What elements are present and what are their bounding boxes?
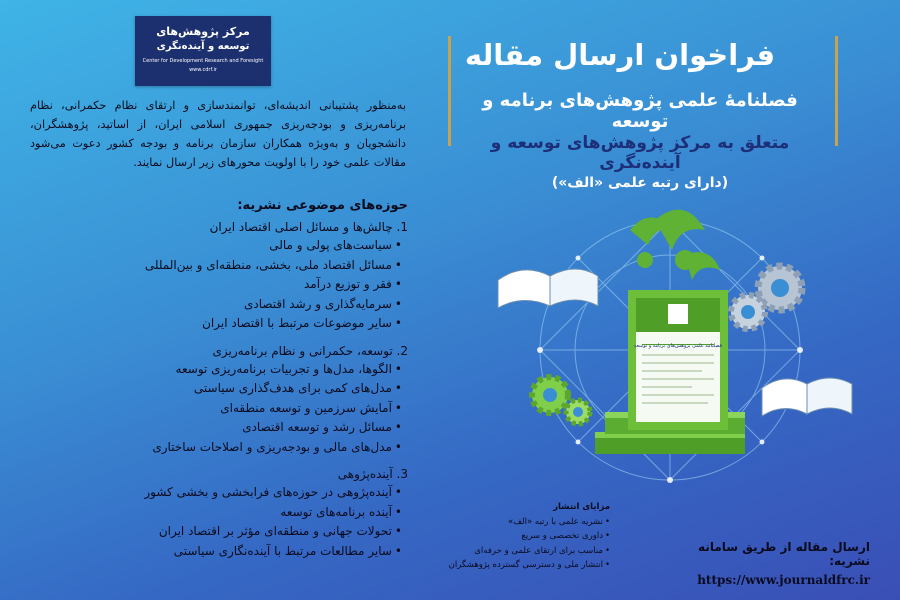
gear-icon xyxy=(731,295,765,329)
list-item: • آینده‌پژوهی در حوزه‌های فرابخشی و بخشی کشور xyxy=(120,483,408,503)
gear-icon xyxy=(758,266,802,310)
list-item: • سرمایه‌گذاری و رشد اقتصادی xyxy=(120,295,408,315)
intro-paragraph: به‌منظور پشتیبانی اندیشه‌ای، توانمندسازی و ارتقای نظام حکمرانی، نظام برنامه‌ریزی و بودجه‌ریزی جمهوری اسلامی ایران، از اساتید، پژوهشگران، دانشجویان و به‌ویژه همکاران سازمان برنامه و بودجه کشور دعوت می‌شود مقالات علمی خود را با اولویت محورهای زیر ارسال نمایند. xyxy=(30,99,406,169)
journal-rank: (دارای رتبه علمی «الف») xyxy=(551,175,729,191)
topics-heading: حوزه‌های موضوعی نشریه: xyxy=(237,198,408,213)
list-item: • مسائل اقتصاد ملی، بخشی، منطقه‌ای و بین‌المللی xyxy=(120,256,408,276)
journal-owner: متعلق به مرکز پژوهش‌های توسعه و آینده‌نگری xyxy=(490,133,790,173)
page-title: فراخوان ارسال مقاله xyxy=(464,38,776,72)
journal-cover xyxy=(628,290,728,430)
gear-icon xyxy=(532,377,568,413)
list-item: • مدل‌های مالی و بودجه‌ریزی و اصلاحات ساختاری xyxy=(120,438,408,458)
logo-line1: مرکز پژوهش‌های xyxy=(156,25,250,38)
section-title: 2. توسعه، حکمرانی و نظام برنامه‌ریزی xyxy=(212,343,408,358)
list-item: • فقر و توزیع درآمد xyxy=(120,275,408,295)
submission-info xyxy=(680,540,870,587)
list-item: • مناسب برای ارتقای علمی و حرفه‌ای xyxy=(430,544,610,559)
list-item: • نشریه علمی با رتبه «الف» xyxy=(430,515,610,530)
list-item: • داوری تخصصی و سریع xyxy=(430,529,610,544)
list-item: • تحولات جهانی و منطقه‌ای مؤثر بر اقتصاد ایران xyxy=(120,522,408,542)
gear-icon xyxy=(566,400,590,424)
submission-label: ارسال مقاله از طریق سامانه نشریه: xyxy=(698,540,870,568)
logo xyxy=(135,16,271,86)
benefits-box xyxy=(430,500,610,573)
logo-english: Center for Development Research and Foresight xyxy=(142,58,264,64)
list-item: • سایر مطالعات مرتبط با آینده‌نگاری سیاستی xyxy=(120,542,408,562)
logo-line2: توسعه و آینده‌نگری xyxy=(156,41,250,52)
section-title: 3. آینده‌پژوهی xyxy=(337,467,408,481)
open-book-icon xyxy=(762,378,852,416)
open-book-icon xyxy=(498,269,598,308)
list-item: • آینده برنامه‌های توسعه xyxy=(120,503,408,523)
submission-link[interactable]: https://www.journaldfrc.ir xyxy=(697,573,870,587)
ornament-icon xyxy=(630,210,720,280)
list-item: • سیاست‌های پولی و مالی xyxy=(120,236,408,256)
benefits-title: مزایای انتشار xyxy=(553,502,610,512)
list-item: • انتشار ملی و دسترسی گسترده پژوهشگران xyxy=(430,558,610,573)
journal-illustration xyxy=(480,200,860,500)
topics-list xyxy=(120,198,408,561)
journal-name: فصلنامهٔ علمی پژوهش‌های برنامه و توسعه xyxy=(482,90,798,132)
list-item: • سایر موضوعات مرتبط با اقتصاد ایران xyxy=(120,314,408,334)
list-item: • آمایش سرزمین و توسعه منطقه‌ای xyxy=(120,399,408,419)
cover-title: فصلنامه علمی پژوهش‌های برنامه و توسعه xyxy=(633,343,723,349)
section-title: 1. چالش‌ها و مسائل اصلی اقتصاد ایران xyxy=(209,220,408,234)
list-item: • مسائل رشد و توسعه اقتصادی xyxy=(120,418,408,438)
list-item: • مدل‌های کمی برای هدف‌گذاری سیاستی xyxy=(120,379,408,399)
logo-url: www.cdrf.ir xyxy=(189,67,217,73)
list-item: • الگوها، مدل‌ها و تجربیات برنامه‌ریزی توسعه xyxy=(120,360,408,380)
